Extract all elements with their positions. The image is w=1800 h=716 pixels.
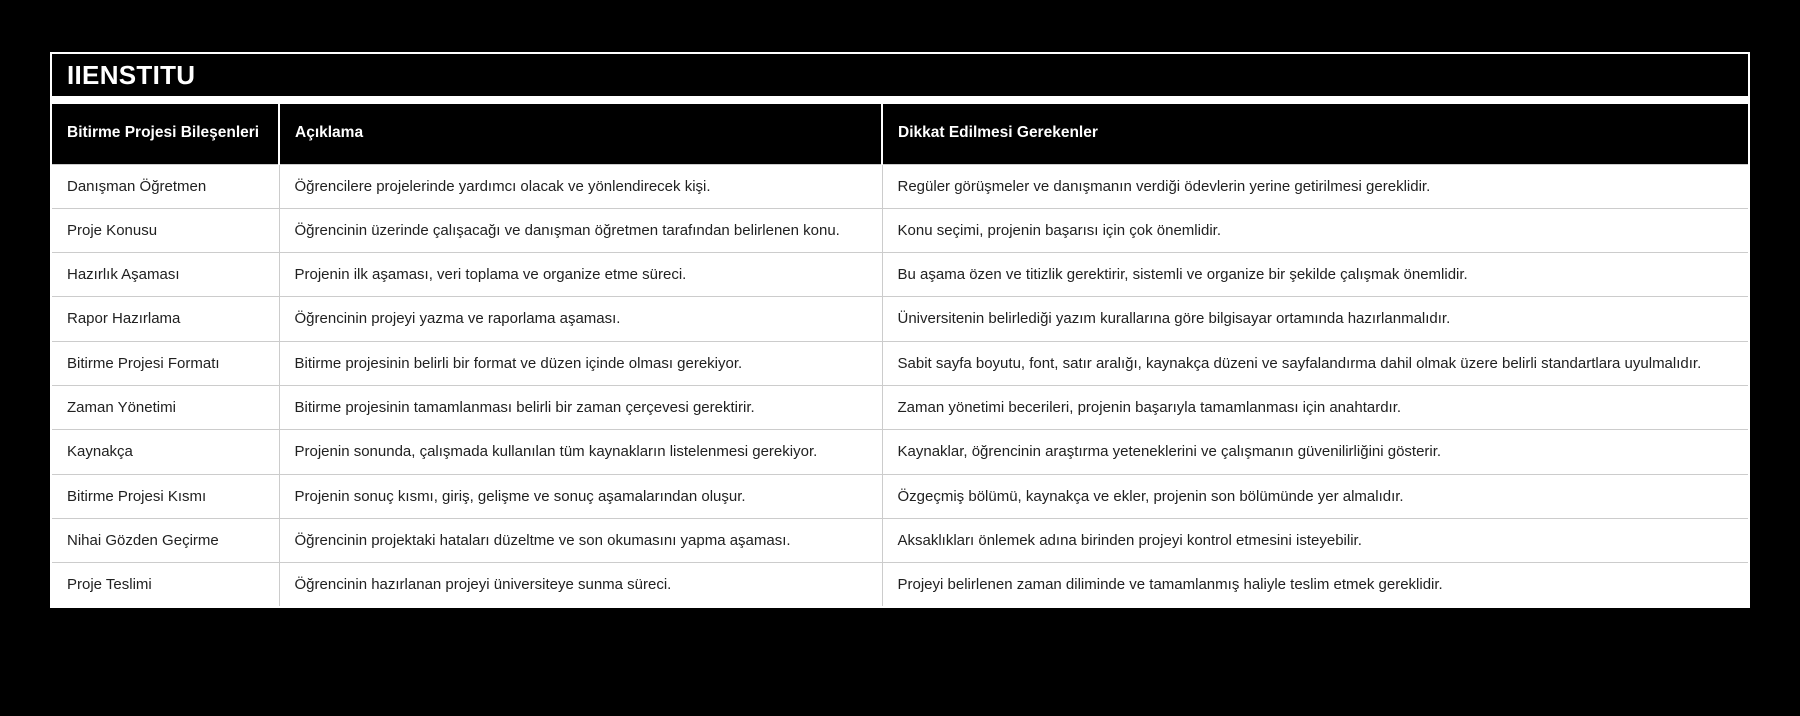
cell-component: Danışman Öğretmen	[52, 164, 279, 208]
table-body	[52, 164, 1748, 606]
table-row	[52, 563, 1748, 607]
cell-attention: Üniversitenin belirlediği yazım kurallarına göre bilgisayar ortamında hazırlanmalıdır.	[882, 297, 1748, 341]
project-components-table	[52, 104, 1748, 606]
cell-component: Bitirme Projesi Formatı	[52, 341, 279, 385]
table-row	[52, 297, 1748, 341]
cell-description: Bitirme projesinin tamamlanması belirli bir zaman çerçevesi gerektirir.	[279, 385, 882, 429]
table-row	[52, 385, 1748, 429]
cell-component: Zaman Yönetimi	[52, 385, 279, 429]
column-header-description: Açıklama	[279, 104, 882, 164]
brand-title: IIENSTITU	[67, 59, 196, 90]
table-row	[52, 164, 1748, 208]
cell-description: Öğrencinin projektaki hataları düzeltme ve son okumasını yapma aşaması.	[279, 518, 882, 562]
table-row	[52, 518, 1748, 562]
cell-description: Projenin sonunda, çalışmada kullanılan tüm kaynakların listelenmesi gerekiyor.	[279, 430, 882, 474]
cell-description: Öğrencilere projelerinde yardımcı olacak ve yönlendirecek kişi.	[279, 164, 882, 208]
table-row	[52, 474, 1748, 518]
cell-component: Kaynakça	[52, 430, 279, 474]
cell-attention: Bu aşama özen ve titizlik gerektirir, sistemli ve organize bir şekilde çalışmak önemlidir.	[882, 253, 1748, 297]
cell-attention: Projeyi belirlenen zaman diliminde ve tamamlanmış haliyle teslim etmek gereklidir.	[882, 563, 1748, 607]
cell-component: Hazırlık Aşaması	[52, 253, 279, 297]
cell-description: Projenin sonuç kısmı, giriş, gelişme ve sonuç aşamalarından oluşur.	[279, 474, 882, 518]
cell-component: Nihai Gözden Geçirme	[52, 518, 279, 562]
cell-component: Proje Teslimi	[52, 563, 279, 607]
cell-description: Projenin ilk aşaması, veri toplama ve organize etme süreci.	[279, 253, 882, 297]
table-row	[52, 341, 1748, 385]
cell-attention: Zaman yönetimi becerileri, projenin başarıyla tamamlanması için anahtardır.	[882, 385, 1748, 429]
brand-header	[52, 54, 1748, 96]
cell-component: Rapor Hazırlama	[52, 297, 279, 341]
table-row	[52, 208, 1748, 252]
table-header	[52, 104, 1748, 164]
cell-attention: Aksaklıkları önlemek adına birinden projeyi kontrol etmesini isteyebilir.	[882, 518, 1748, 562]
cell-description: Öğrencinin hazırlanan projeyi üniversiteye sunma süreci.	[279, 563, 882, 607]
cell-attention: Regüler görüşmeler ve danışmanın verdiği ödevlerin yerine getirilmesi gereklidir.	[882, 164, 1748, 208]
cell-component: Bitirme Projesi Kısmı	[52, 474, 279, 518]
table-row	[52, 253, 1748, 297]
column-header-attention: Dikkat Edilmesi Gerekenler	[882, 104, 1748, 164]
table-row	[52, 430, 1748, 474]
cell-component: Proje Konusu	[52, 208, 279, 252]
cell-description: Öğrencinin üzerinde çalışacağı ve danışman öğretmen tarafından belirlenen konu.	[279, 208, 882, 252]
cell-attention: Konu seçimi, projenin başarısı için çok önemlidir.	[882, 208, 1748, 252]
cell-attention: Sabit sayfa boyutu, font, satır aralığı, kaynakça düzeni ve sayfalandırma dahil olmak üzere belirli standartlara uyulmalıdır.	[882, 341, 1748, 385]
table-header-row	[52, 104, 1748, 164]
cell-attention: Kaynaklar, öğrencinin araştırma yeteneklerini ve çalışmanın güvenilirliğini gösterir.	[882, 430, 1748, 474]
column-header-components: Bitirme Projesi Bileşenleri	[52, 104, 279, 164]
cell-description: Bitirme projesinin belirli bir format ve düzen içinde olması gerekiyor.	[279, 341, 882, 385]
cell-attention: Özgeçmiş bölümü, kaynakça ve ekler, projenin son bölümünde yer almalıdır.	[882, 474, 1748, 518]
content-card	[50, 52, 1750, 608]
cell-description: Öğrencinin projeyi yazma ve raporlama aşaması.	[279, 297, 882, 341]
